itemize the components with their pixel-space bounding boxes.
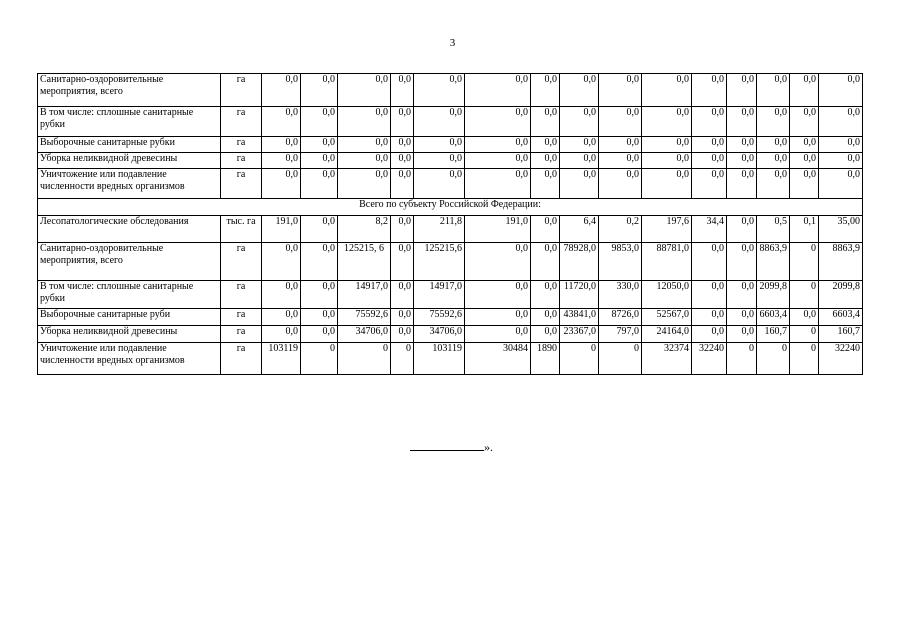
value-cell: 0,0 (692, 169, 727, 199)
value-cell: 8863,9 (757, 243, 790, 281)
row-label: Уничтожение или подавление численности вредных организмов (38, 343, 221, 375)
value-cell: 0,0 (531, 107, 560, 137)
row-label: Санитарно-оздоровительные мероприятия, всего (38, 74, 221, 107)
value-cell: 0,0 (531, 309, 560, 326)
value-cell: 0,0 (560, 74, 599, 107)
value-cell: 8863,9 (819, 243, 863, 281)
value-cell: 197,6 (642, 216, 692, 243)
value-cell: 0,0 (414, 107, 465, 137)
section-row (38, 199, 863, 216)
value-cell: 0,0 (465, 153, 531, 169)
value-cell: 0,0 (599, 107, 642, 137)
value-cell: 32240 (692, 343, 727, 375)
value-cell: 0,0 (391, 216, 414, 243)
value-cell: 0,0 (790, 309, 819, 326)
value-cell: 0,0 (819, 107, 863, 137)
value-cell: 0,0 (727, 74, 757, 107)
value-cell: 0,0 (642, 169, 692, 199)
value-cell: 330,0 (599, 281, 642, 309)
value-cell: 103119 (414, 343, 465, 375)
value-cell: 0,0 (642, 107, 692, 137)
value-cell: 32374 (642, 343, 692, 375)
row-label: Санитарно-оздоровительные мероприятия, всего (38, 243, 221, 281)
value-cell: 0,0 (599, 153, 642, 169)
table-row (38, 281, 863, 309)
unit-cell: га (221, 309, 262, 326)
value-cell: 0,0 (757, 107, 790, 137)
value-cell: 0,5 (757, 216, 790, 243)
value-cell: 6603,4 (757, 309, 790, 326)
unit-cell: тыс. га (221, 216, 262, 243)
row-label: Уборка неликвидной древесины (38, 326, 221, 343)
value-cell: 0,0 (757, 137, 790, 153)
value-cell: 0 (391, 343, 414, 375)
table-row (38, 74, 863, 107)
value-cell: 0,0 (391, 281, 414, 309)
row-label: Лесопатологические обследования (38, 216, 221, 243)
value-cell: 103119 (262, 343, 301, 375)
value-cell: 52567,0 (642, 309, 692, 326)
value-cell: 0,0 (391, 169, 414, 199)
page-number: 3 (449, 37, 456, 49)
data-table (37, 73, 863, 375)
value-cell: 0,0 (819, 137, 863, 153)
value-cell: 0,0 (465, 74, 531, 107)
unit-cell: га (221, 243, 262, 281)
value-cell: 0,0 (465, 137, 531, 153)
value-cell: 32240 (819, 343, 863, 375)
value-cell: 0,0 (338, 107, 391, 137)
value-cell: 6,4 (560, 216, 599, 243)
value-cell: 0,0 (692, 137, 727, 153)
value-cell: 0,0 (391, 107, 414, 137)
value-cell: 0,0 (599, 169, 642, 199)
value-cell: 0,0 (642, 153, 692, 169)
table-row (38, 216, 863, 243)
value-cell: 0,0 (692, 326, 727, 343)
value-cell: 0,0 (757, 169, 790, 199)
value-cell: 0,0 (465, 243, 531, 281)
row-label: Уборка неликвидной древесины (38, 153, 221, 169)
value-cell: 0,0 (727, 107, 757, 137)
value-cell: 0,0 (819, 74, 863, 107)
value-cell: 75592,6 (414, 309, 465, 326)
value-cell: 0,2 (599, 216, 642, 243)
value-cell: 0,0 (301, 107, 338, 137)
value-cell: 0,0 (599, 74, 642, 107)
value-cell: 2099,8 (757, 281, 790, 309)
unit-cell: га (221, 74, 262, 107)
value-cell: 14917,0 (414, 281, 465, 309)
value-cell: 125215,6 (414, 243, 465, 281)
value-cell: 0,0 (262, 107, 301, 137)
row-label: Выборочные санитарные рубки (38, 137, 221, 153)
value-cell: 0,0 (301, 169, 338, 199)
value-cell: 160,7 (757, 326, 790, 343)
value-cell: 14917,0 (338, 281, 391, 309)
value-cell: 0 (790, 326, 819, 343)
value-cell: 0,0 (642, 137, 692, 153)
value-cell: 0,0 (262, 326, 301, 343)
value-cell: 160,7 (819, 326, 863, 343)
value-cell: 0,0 (790, 153, 819, 169)
unit-cell: га (221, 281, 262, 309)
value-cell: 0,0 (465, 107, 531, 137)
closing-quote: ». (484, 440, 493, 454)
value-cell: 2099,8 (819, 281, 863, 309)
value-cell: 0 (790, 243, 819, 281)
value-cell: 0,0 (727, 216, 757, 243)
value-cell: 0,0 (262, 74, 301, 107)
table-row (38, 309, 863, 326)
row-label: В том числе: сплошные санитарные рубки (38, 107, 221, 137)
value-cell: 0 (599, 343, 642, 375)
value-cell: 0 (338, 343, 391, 375)
value-cell: 191,0 (465, 216, 531, 243)
value-cell: 0,0 (790, 169, 819, 199)
unit-cell: га (221, 137, 262, 153)
row-label: В том числе: сплошные санитарные рубки (38, 281, 221, 309)
value-cell: 0,0 (301, 137, 338, 153)
value-cell: 0,0 (391, 326, 414, 343)
value-cell: 0,0 (692, 74, 727, 107)
value-cell: 0,0 (262, 243, 301, 281)
value-cell: 0,0 (338, 169, 391, 199)
row-label: Выборочные санитарные руби (38, 309, 221, 326)
value-cell: 0,0 (301, 153, 338, 169)
value-cell: 0,0 (790, 107, 819, 137)
value-cell: 34706,0 (338, 326, 391, 343)
value-cell: 35,00 (819, 216, 863, 243)
value-cell: 24164,0 (642, 326, 692, 343)
value-cell: 0,0 (727, 281, 757, 309)
value-cell: 0,0 (727, 326, 757, 343)
value-cell: 0,0 (338, 153, 391, 169)
section-heading: Всего по субъекту Российской Федерации: (38, 199, 863, 216)
value-cell: 0,0 (531, 243, 560, 281)
value-cell: 0,0 (391, 137, 414, 153)
value-cell: 0,0 (692, 243, 727, 281)
value-cell: 0,0 (391, 74, 414, 107)
value-cell: 0,0 (692, 153, 727, 169)
value-cell: 6603,4 (819, 309, 863, 326)
value-cell: 0 (301, 343, 338, 375)
value-cell: 0,0 (262, 281, 301, 309)
value-cell: 23367,0 (560, 326, 599, 343)
value-cell: 0,0 (531, 281, 560, 309)
table-row (38, 107, 863, 137)
unit-cell: га (221, 343, 262, 375)
value-cell: 0,0 (757, 153, 790, 169)
value-cell: 0,0 (465, 169, 531, 199)
value-cell: 0,0 (414, 153, 465, 169)
value-cell: 1890 (531, 343, 560, 375)
value-cell: 0,0 (414, 169, 465, 199)
value-cell: 0,0 (692, 107, 727, 137)
value-cell: 0,0 (301, 243, 338, 281)
value-cell: 0,0 (414, 74, 465, 107)
table-row (38, 243, 863, 281)
value-cell: 0,0 (790, 137, 819, 153)
value-cell: 0,0 (531, 153, 560, 169)
value-cell: 0,0 (465, 309, 531, 326)
value-cell: 0,0 (727, 169, 757, 199)
table-row (38, 137, 863, 153)
value-cell: 0 (727, 343, 757, 375)
table-row (38, 326, 863, 343)
value-cell: 0,0 (531, 326, 560, 343)
value-cell: 8726,0 (599, 309, 642, 326)
value-cell: 0 (560, 343, 599, 375)
table-row (38, 153, 863, 169)
value-cell: 78928,0 (560, 243, 599, 281)
value-cell: 0,0 (301, 74, 338, 107)
value-cell: 0,0 (391, 153, 414, 169)
table-row (38, 169, 863, 199)
value-cell: 11720,0 (560, 281, 599, 309)
value-cell: 0,0 (391, 243, 414, 281)
value-cell: 0,0 (692, 281, 727, 309)
value-cell: 8,2 (338, 216, 391, 243)
value-cell: 0,0 (391, 309, 414, 326)
value-cell: 0,0 (819, 169, 863, 199)
value-cell: 0,0 (727, 243, 757, 281)
value-cell: 43841,0 (560, 309, 599, 326)
value-cell: 75592,6 (338, 309, 391, 326)
value-cell: 0,0 (757, 74, 790, 107)
unit-cell: га (221, 326, 262, 343)
value-cell: 0,0 (301, 216, 338, 243)
value-cell: 30484 (465, 343, 531, 375)
value-cell: 0,0 (531, 137, 560, 153)
value-cell: 12050,0 (642, 281, 692, 309)
unit-cell: га (221, 107, 262, 137)
value-cell: 0,0 (692, 309, 727, 326)
closing-mark (410, 440, 493, 455)
value-cell: 0 (757, 343, 790, 375)
value-cell: 797,0 (599, 326, 642, 343)
value-cell: 0,0 (560, 107, 599, 137)
value-cell: 0,0 (465, 326, 531, 343)
value-cell: 0,0 (301, 309, 338, 326)
value-cell: 0 (790, 343, 819, 375)
value-cell: 0,0 (727, 137, 757, 153)
value-cell: 9853,0 (599, 243, 642, 281)
unit-cell: га (221, 169, 262, 199)
value-cell: 34706,0 (414, 326, 465, 343)
value-cell: 0,0 (642, 74, 692, 107)
blank-line (410, 440, 484, 451)
value-cell: 0,0 (819, 153, 863, 169)
value-cell: 0,0 (560, 137, 599, 153)
value-cell: 191,0 (262, 216, 301, 243)
value-cell: 0,0 (262, 309, 301, 326)
value-cell: 0,1 (790, 216, 819, 243)
value-cell: 0,0 (560, 153, 599, 169)
value-cell: 0,0 (301, 326, 338, 343)
table-row (38, 343, 863, 375)
value-cell: 0,0 (531, 74, 560, 107)
value-cell: 0,0 (531, 169, 560, 199)
value-cell: 0,0 (531, 216, 560, 243)
row-label: Уничтожение или подавление численности вредных организмов (38, 169, 221, 199)
value-cell: 125215, 6 (338, 243, 391, 281)
value-cell: 0,0 (790, 74, 819, 107)
value-cell: 0,0 (599, 137, 642, 153)
value-cell: 0,0 (465, 281, 531, 309)
value-cell: 0,0 (727, 153, 757, 169)
value-cell: 0 (790, 281, 819, 309)
value-cell: 88781,0 (642, 243, 692, 281)
value-cell: 211,8 (414, 216, 465, 243)
value-cell: 0,0 (262, 169, 301, 199)
unit-cell: га (221, 153, 262, 169)
value-cell: 0,0 (338, 74, 391, 107)
value-cell: 0,0 (262, 137, 301, 153)
value-cell: 0,0 (262, 153, 301, 169)
value-cell: 0,0 (414, 137, 465, 153)
value-cell: 0,0 (301, 281, 338, 309)
value-cell: 34,4 (692, 216, 727, 243)
value-cell: 0,0 (560, 169, 599, 199)
value-cell: 0,0 (338, 137, 391, 153)
value-cell: 0,0 (727, 309, 757, 326)
